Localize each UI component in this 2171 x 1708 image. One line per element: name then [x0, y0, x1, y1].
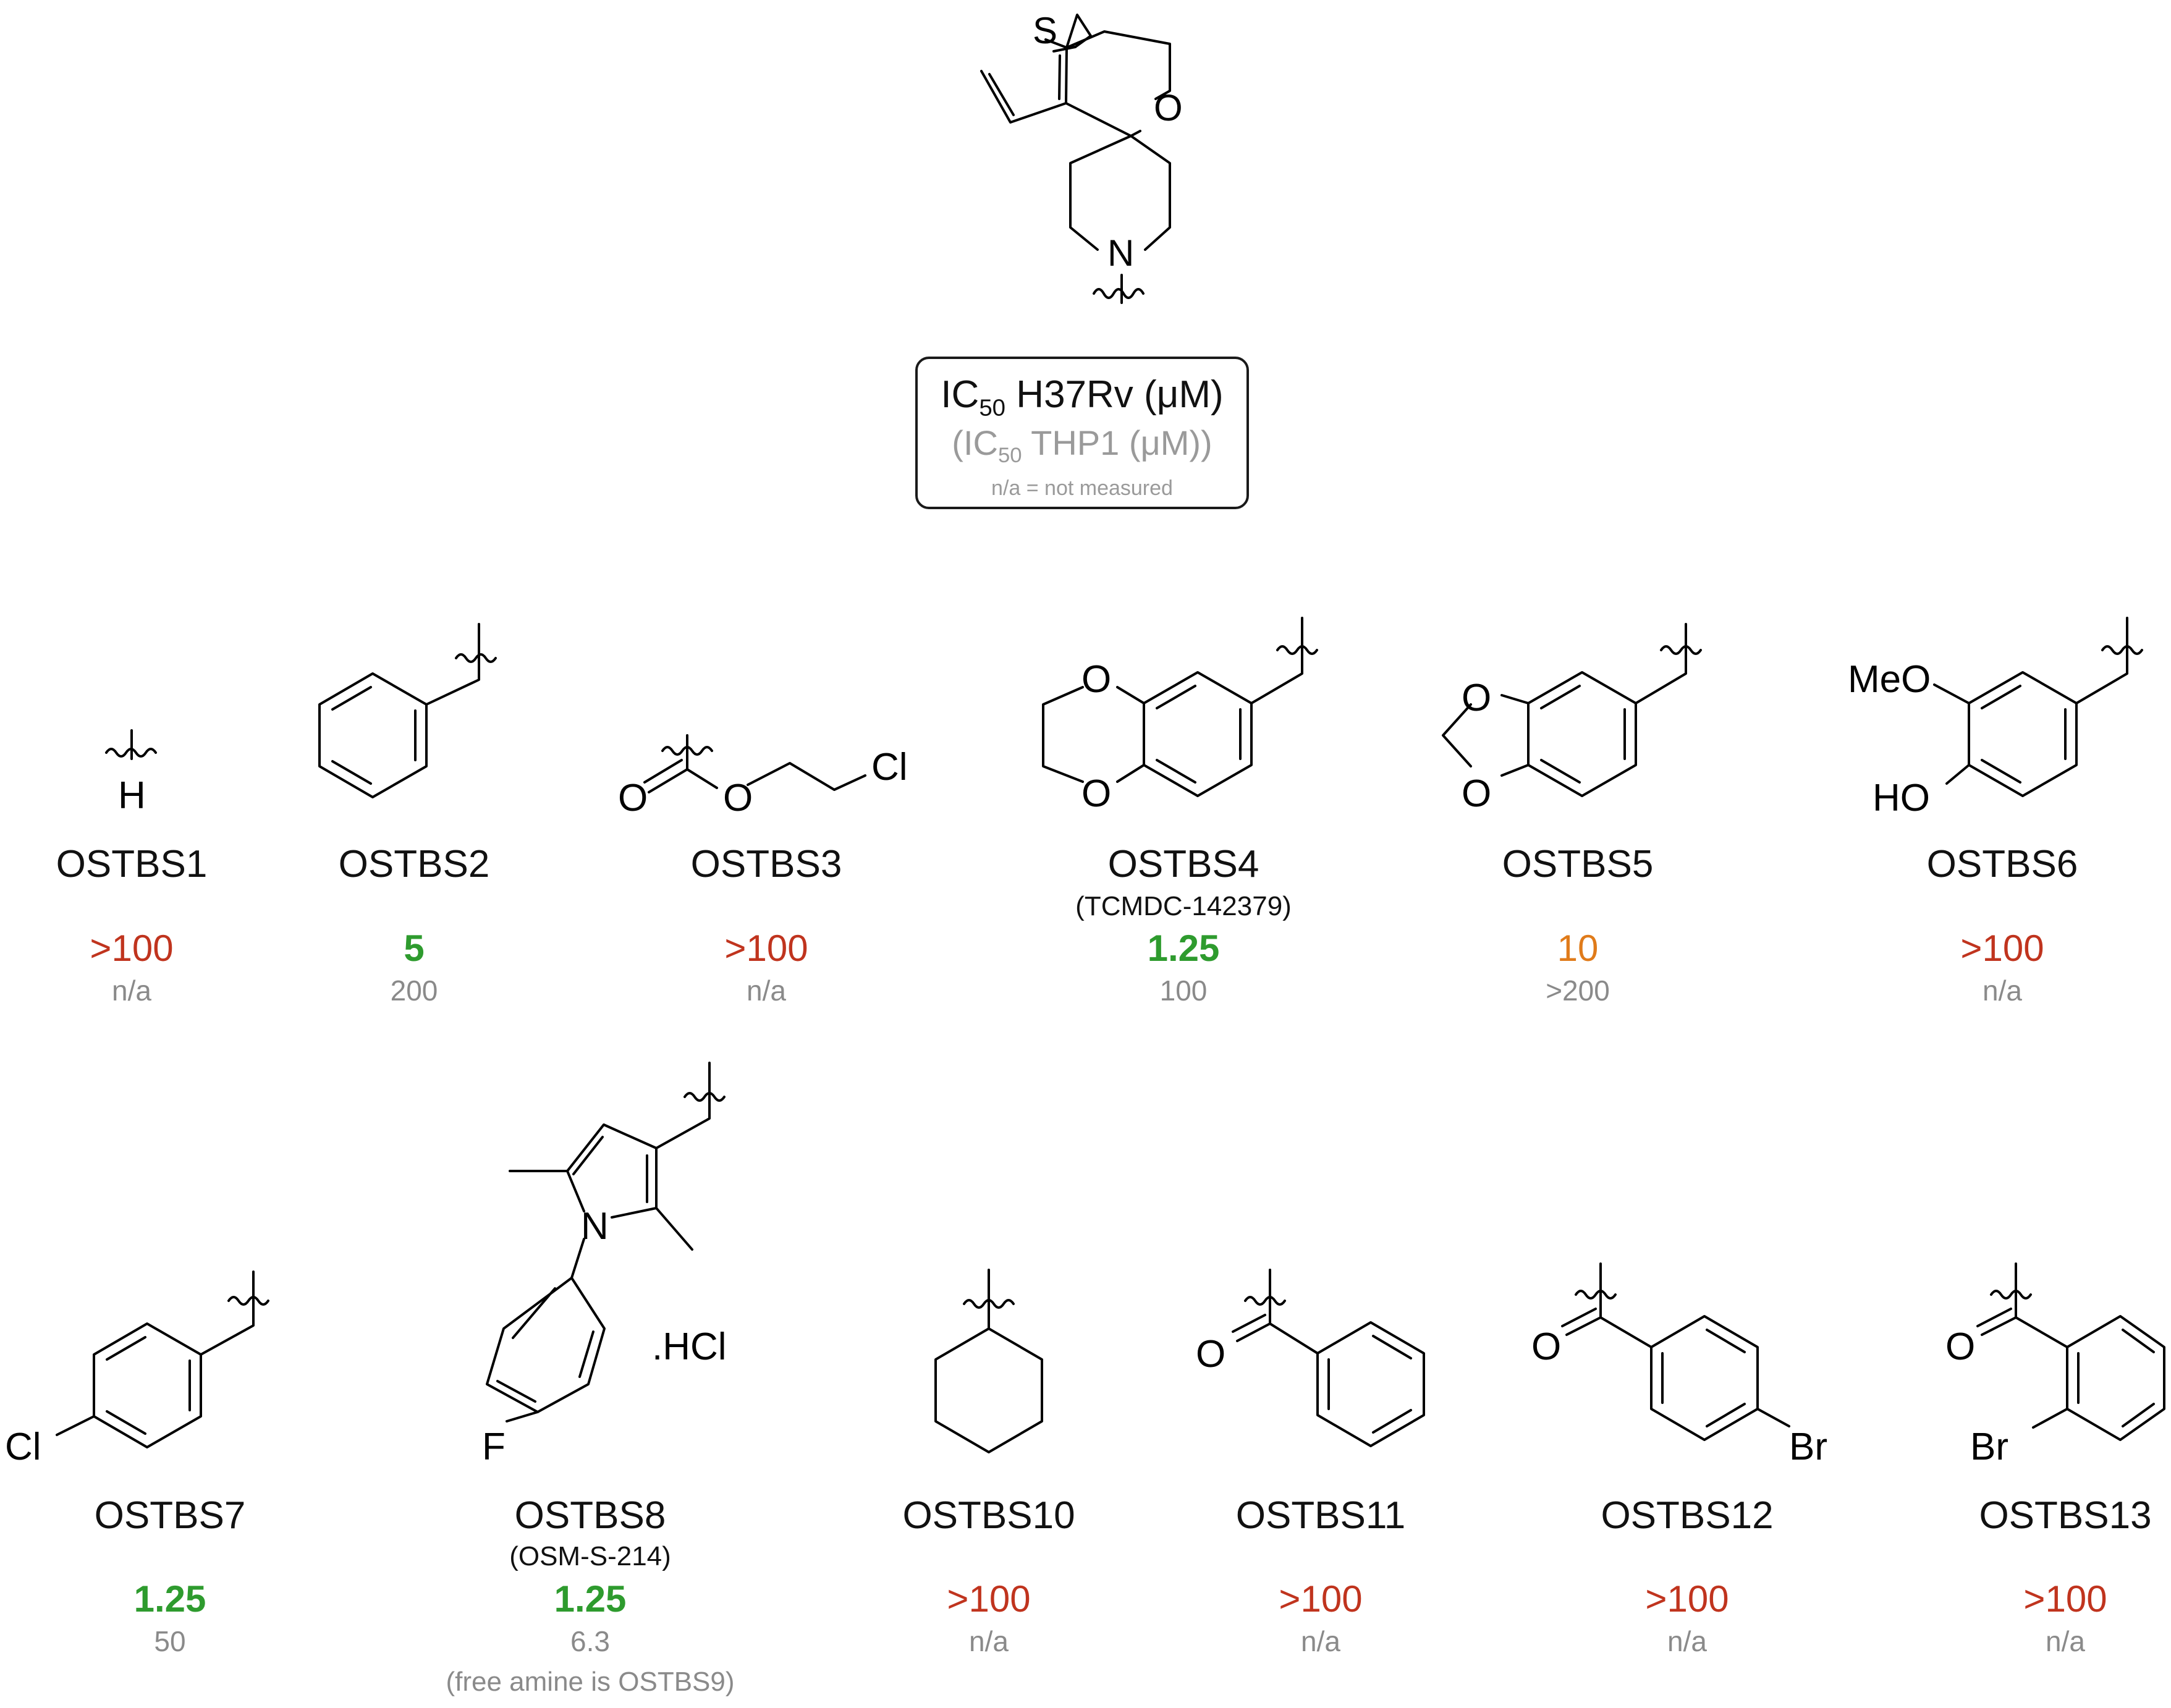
legend-na-note: n/a = not measured	[991, 476, 1173, 500]
attachment-wavy	[1576, 1291, 1615, 1298]
attachment-wavy	[1991, 1291, 2031, 1298]
attachment-bond	[426, 624, 479, 704]
aromatic-double-bonds	[1157, 686, 1240, 782]
h37rv-value: 5	[404, 928, 425, 969]
chloro-bond	[57, 1416, 94, 1435]
benzene-ring	[1528, 672, 1636, 796]
attachment-wavy	[1277, 646, 1317, 654]
structure-ostbs4	[1043, 618, 1317, 815]
bromine-atom: Br	[1970, 1426, 2008, 1468]
h37rv-value: >100	[90, 928, 174, 969]
benzene-ring	[94, 1324, 201, 1447]
substituent-bonds	[1934, 685, 1969, 784]
chlorine-atom: Cl	[871, 746, 908, 788]
thp1-value: n/a	[1301, 1625, 1340, 1657]
h37rv-value: 1.25	[133, 1578, 206, 1620]
structure-ostbs8	[482, 1063, 727, 1468]
structure-ostbs11	[1196, 1270, 1424, 1446]
structure-ostbs5	[1443, 624, 1701, 815]
pyrrole-nitrogen-atom: N	[581, 1205, 609, 1248]
dioxane-ring	[1043, 687, 1144, 782]
compound-alias: (TCMDC-142379)	[1075, 891, 1292, 921]
thp1-value: 100	[1159, 974, 1208, 1007]
carbonyl-bond	[1978, 1309, 2016, 1335]
assay-legend-box	[915, 357, 1249, 509]
bromine-atom: Br	[1789, 1426, 1827, 1468]
hydrogen-atom: H	[118, 774, 146, 817]
attachment-bond	[201, 1272, 253, 1355]
compound-name: OSTBS2	[338, 843, 490, 886]
attachment-wavy	[1661, 646, 1701, 654]
thp1-value: 6.3	[570, 1625, 610, 1657]
h37rv-value: >100	[947, 1578, 1031, 1620]
h37rv-value: 1.25	[1147, 928, 1220, 969]
compound-name: OSTBS13	[1979, 1494, 2152, 1537]
carbonyl-oxygen-atom: O	[1531, 1325, 1562, 1368]
attachment-bond	[656, 1063, 709, 1148]
aromatic-double-bonds	[1541, 686, 1625, 782]
fluorine-atom: F	[482, 1426, 506, 1468]
carbonyl-bond	[1233, 1315, 1270, 1341]
h37rv-value: >100	[724, 928, 808, 969]
legend-thp1-line	[918, 423, 1246, 468]
compound-name: OSTBS6	[1926, 843, 2078, 886]
thiophene-bonds	[981, 40, 1075, 122]
benzene-ring	[1144, 672, 1251, 796]
cyclohexane-ring	[936, 1329, 1042, 1452]
structure-ostbs13	[1945, 1264, 2164, 1468]
carbamate-chain	[645, 759, 865, 792]
aromatic-double-bonds	[1662, 1330, 1745, 1426]
thp1-value: n/a	[112, 974, 151, 1007]
carbonyl-bond	[1562, 1309, 1601, 1335]
h37rv-value: >100	[1645, 1578, 1729, 1620]
structure-ostbs7	[5, 1272, 268, 1468]
benzene-ring	[1969, 672, 2076, 796]
h37rv-value: 10	[1557, 928, 1599, 969]
thp1-value: n/a	[969, 1625, 1009, 1657]
structure-ostbs1	[106, 730, 156, 817]
thp1-value: 200	[390, 974, 438, 1007]
benzene-ring	[2067, 1316, 2164, 1440]
compound-name: OSTBS8	[514, 1494, 666, 1537]
aromatic-double-bonds	[497, 1288, 593, 1401]
structure-ostbs2	[320, 624, 496, 797]
core-sulfur-atom: S	[1033, 10, 1058, 51]
carbonyl-oxygen-atom: O	[1945, 1325, 1976, 1368]
piperidine-ring	[1070, 136, 1170, 303]
attachment-bond	[2016, 1264, 2067, 1347]
aromatic-double-bonds	[1329, 1336, 1411, 1432]
attachment-bond	[1636, 624, 1686, 703]
compound-name: OSTBS10	[902, 1494, 1075, 1537]
attachment-bond	[2076, 618, 2127, 703]
hydroxy-group: HO	[1873, 777, 1930, 819]
core-oxygen-atom: O	[1154, 87, 1183, 129]
hcl-salt: .HCl	[652, 1325, 727, 1368]
aromatic-double-bonds	[1982, 686, 2065, 782]
thp1-value: n/a	[747, 974, 786, 1007]
carbonyl-oxygen-atom: O	[1196, 1333, 1226, 1376]
thp1-value: >200	[1546, 974, 1610, 1007]
structure-ostbs10	[936, 1270, 1042, 1452]
attachment-wavy	[229, 1297, 268, 1304]
thp1-value: n/a	[2046, 1625, 2085, 1657]
aromatic-double-bonds	[332, 687, 415, 784]
aromatic-double-bonds	[107, 1337, 190, 1434]
compound-name: OSTBS7	[94, 1494, 246, 1537]
thp1-value: n/a	[1983, 974, 2022, 1007]
thp1-value: 50	[154, 1625, 186, 1657]
benzene-ring	[1651, 1316, 1758, 1440]
legend-h37rv-subscript: 50	[979, 394, 1006, 421]
compound-name: OSTBS5	[1502, 843, 1654, 886]
dioxane-oxygen-top: O	[1081, 658, 1112, 701]
ester-oxygen-atom: O	[723, 777, 753, 819]
dioxane-oxygen-bottom: O	[1081, 772, 1112, 815]
legend-h37rv-rest: H37Rv (μM)	[1005, 373, 1224, 416]
fluoro-bond	[507, 1412, 538, 1421]
attachment-bond	[1251, 618, 1302, 703]
structure-ostbs12	[1531, 1264, 1827, 1468]
structure-ostbs3	[618, 735, 908, 819]
h37rv-value: >100	[1279, 1578, 1363, 1620]
compound-name: OSTBS11	[1235, 1494, 1406, 1537]
attachment-wavy	[685, 1093, 724, 1101]
compound-name: OSTBS12	[1601, 1494, 1774, 1537]
h37rv-value: >100	[1960, 928, 2044, 969]
attachment-bond	[1270, 1270, 1318, 1353]
attachment-wavy	[1094, 289, 1143, 298]
pyrrole-ring	[567, 1125, 656, 1217]
core-nitrogen-atom: N	[1107, 232, 1135, 274]
compound-name: OSTBS4	[1107, 843, 1259, 886]
methoxy-group: MeO	[1848, 658, 1931, 701]
legend-h37rv-line	[918, 373, 1246, 421]
legend-h37rv-prefix: IC	[941, 373, 980, 416]
legend-thp1-subscript: 50	[997, 444, 1022, 468]
dioxole-oxygen-top: O	[1462, 677, 1492, 719]
attachment-wavy	[1245, 1297, 1285, 1304]
attachment-wavy	[2102, 646, 2142, 654]
thp1-value: n/a	[1667, 1625, 1707, 1657]
legend-thp1-rest: THP1 (μM))	[1022, 423, 1212, 462]
compound-name: OSTBS3	[690, 843, 842, 886]
aromatic-double-bonds	[2078, 1330, 2154, 1426]
bromo-bond	[2033, 1409, 2067, 1427]
h37rv-value: >100	[2023, 1578, 2107, 1620]
free-amine-note: (free amine is OSTBS9)	[446, 1667, 735, 1697]
benzene-ring	[320, 674, 426, 797]
structure-ostbs6	[1848, 618, 2142, 819]
attachment-wavy	[456, 654, 496, 662]
h37rv-value: 1.25	[554, 1578, 627, 1620]
attachment-bond	[1601, 1264, 1651, 1347]
compound-name: OSTBS1	[56, 843, 208, 886]
benzene-ring	[1318, 1322, 1424, 1446]
compound-alias: (OSM-S-214)	[509, 1541, 671, 1571]
carbonyl-oxygen-atom: O	[618, 777, 648, 819]
core-scaffold	[981, 10, 1183, 303]
bromo-bond	[1758, 1409, 1789, 1426]
legend-thp1-prefix: (IC	[952, 423, 998, 462]
chlorine-atom: Cl	[5, 1426, 41, 1468]
dioxole-oxygen-bottom: O	[1462, 772, 1492, 815]
